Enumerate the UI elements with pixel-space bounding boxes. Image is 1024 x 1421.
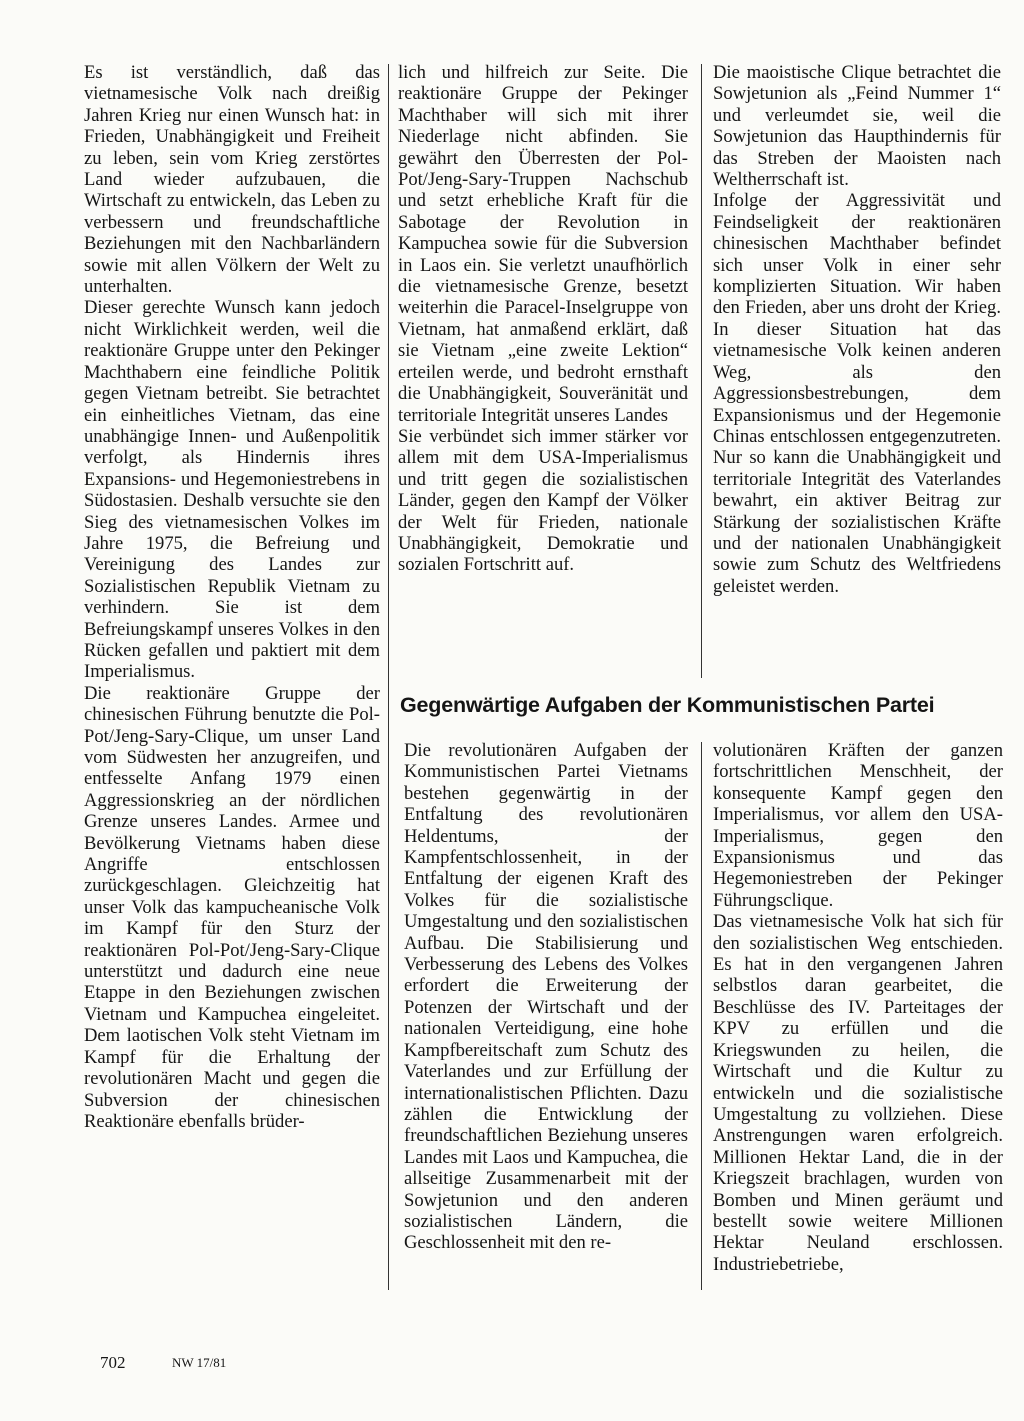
paragraph: Sie verbündet sich immer stärker vor allem mit dem USA-Imperialismus und tritt gegen die sozialistischen Länder, gegen den Kampf der Völker der Welt für Frieden, nationale Unabhängigkeit, Demokratie und sozialen Fortschritt auf. [398, 425, 688, 576]
paragraph: Die revolutionären Aufgaben der Kommunistischen Partei Vietnams bestehen gegenwärtig in der Entfaltung des revolutionären Heldentums, der Kampfentschlossenheit, in der Entfaltung der eigenen Kraft des Volkes für die sozialistische Umgestaltung und den sozialistischen Aufbau. Die Stabilisierung und Verbesserung des Lebens des Volkes erfordert die Erweiterung der Potenzen der Wirtschaft und der nationalen Verteidigung, eine hohe Kampfbereitschaft zum Schutz des Vaterlandes und zur Erfüllung der internationalistischen Pflichten. Dazu zählen die Entwicklung der freundschaftlichen Beziehung unseres Landes mit Laos und Kampuchea, die allseitige Zusammenarbeit mit der Sowjetunion und den anderen sozialistischen Ländern, die Geschlossenheit mit den re- [404, 740, 688, 1254]
text-column-3 [713, 62, 1001, 597]
column-divider [701, 64, 702, 678]
text-column-2 [398, 62, 688, 576]
paragraph: Das vietnamesische Volk hat sich für den sozialistischen Weg entschieden. Es hat in den vergangenen Jahren selbstlos daran gearbeitet, die Beschlüsse des IV. Parteitages der KPV zu erfüllen und die Kriegswunden zu heilen, die Wirtschaft und die Kultur zu entwickeln und die sozialistische Umgestaltung zu vollziehen. Diese Anstrengungen waren erfolgreich. Millionen Hektar Land, die in der Kriegszeit brachlagen, wurden von Bomben und Minen geräumt und bestellt sowie weitere Millionen Hektar Neuland erschlossen. Industriebetriebe, [713, 911, 1003, 1275]
text-column-4 [404, 740, 688, 1254]
paragraph: Die maoistische Clique betrachtet die Sowjetunion als „Feind Nummer 1“ und verleumdet sie, weil die Sowjetunion das Haupthindernis für das Streben der Maoisten nach Weltherrschaft ist. [713, 62, 1001, 191]
paragraph: volutionären Kräften der ganzen fortschrittlichen Menschheit, der konsequente Kampf gegen den Imperialismus, vor allem den USA-Imperialismus, gegen den Expansionismus und das Hegemoniestreben der Pekinger Führungsclique. [713, 740, 1003, 911]
text-column-1 [84, 62, 380, 1132]
paragraph: Die reaktionäre Gruppe der chinesischen Führung benutzte die Pol-Pot/Jeng-Sary-Clique, um unser Land vom Südwesten her anzugreifen, und entfesselte Anfang 1979 einen Aggressionskrieg an der nördlichen Grenze unseres Landes. Armee und Bevölkerung Vietnams haben diese Angriffe entschlossen zurückgeschlagen. Gleichzeitig hat unser Volk das kampucheanische Volk im Kampf für den Sturz der reaktionären Pol-Pot/Jeng-Sary-Clique unterstützt und dadurch eine neue Etappe in den Beziehungen zwischen Vietnam und Kampuchea eingeleitet. Dem laotischen Volk steht Vietnam im Kampf für die Erhaltung der revolutionären Macht und gegen die Subversion der chinesischen Reaktionäre ebenfalls brüder- [84, 682, 380, 1132]
page-number: 702 [100, 1353, 126, 1372]
text-column-5 [713, 740, 1003, 1275]
issue-label: NW 17/81 [172, 1355, 227, 1370]
section-heading: Gegenwärtige Aufgaben der Kommunistischen Partei [400, 693, 935, 717]
paragraph: Es ist verständlich, daß das vietnamesische Volk nach dreißig Jahren Krieg nur einen Wunsch hat: in Frieden, Unabhängigkeit und Freiheit zu leben, sein vom Krieg zerstörtes Land wieder aufzubauen, die Wirtschaft zu entwickeln, das Leben zu verbessern und freundschaftliche Beziehungen mit den Nachbarländern sowie mit allen Völkern der Welt zu unterhalten. [84, 62, 380, 298]
column-divider [701, 742, 702, 1290]
paragraph: Infolge der Aggressivität und Feindseligkeit der reaktionären chinesischen Machthaber befindet sich unser Volk in einer sehr komplizierten Situation. Wir haben den Frieden, aber uns droht der Krieg. In dieser Situation hat das vietnamesische Volk keinen anderen Weg, als den Aggressionsbestrebungen, dem Expansionismus und der Hegemonie Chinas entschlossen entgegenzutreten. Nur so kann die Unabhängigkeit und territoriale Integrität des Vaterlandes bewahrt, ein aktiver Beitrag zur Stärkung der sozialistischen Kräfte und der nationalen Unabhängigkeit sowie zum Schutz des Weltfriedens geleistet werden. [713, 190, 1001, 597]
column-divider [388, 64, 389, 1290]
paragraph: lich und hilfreich zur Seite. Die reaktionäre Gruppe der Pekinger Machthaber will sich mit ihrer Niederlage nicht abfinden. Sie gewährt den Überresten der Pol-Pot/Jeng-Sary-Truppen Nachschub und setzt erhebliche Kraft für die Sabotage der Revolution in Kampuchea sowie für die Subversion in Laos ein. Sie verletzt unaufhörlich die vietnamesische Grenze, besetzt weiterhin die Paracel-Inselgruppe von Vietnam, hat anmaßend erklärt, daß sie Vietnam „eine zweite Lektion“ erteilen werde, und bedroht ernsthaft die Unabhängigkeit, Souveränität und territoriale Integrität unseres Landes [398, 62, 688, 426]
paragraph: Dieser gerechte Wunsch kann jedoch nicht Wirklichkeit werden, weil die reaktionäre Gruppe unter den Pekinger Machthabern eine feindliche Politik gegen Vietnam betreibt. Sie betrachtet ein einheitliches Vietnam, das eine unabhängige Innen- und Außenpolitik verfolgt, als Hindernis ihres Expansions- und Hegemoniestrebens in Südostasien. Deshalb versuchte sie den Sieg des vietnamesischen Volkes im Jahre 1975, die Befreiung und Vereinigung des Landes zur Sozialistischen Republik Vietnam zu verhindern. Sie ist dem Befreiungskampf unseres Volkes in den Rücken gefallen und paktiert mit dem Imperialismus. [84, 297, 380, 683]
